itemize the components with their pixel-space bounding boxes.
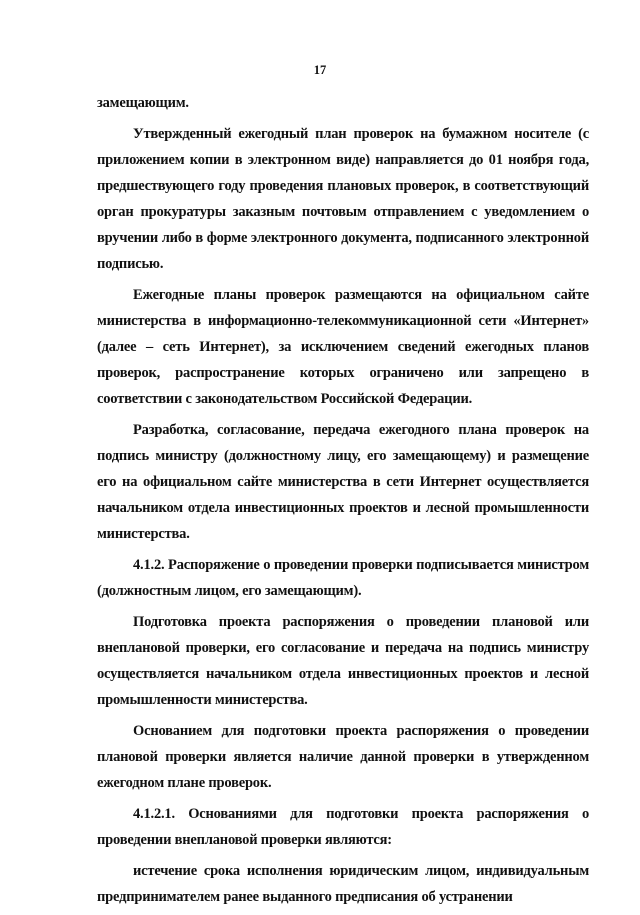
paragraph-clause-4-1-2: 4.1.2. Распоряжение о проведении проверки подписывается министром (должностным лицом, его замещающим). bbox=[97, 557, 589, 599]
paragraph-plan-publication: Ежегодные планы проверок размещаются на официальном сайте министерства в информационно-телекоммуникационной сети «Интернет» (далее – сеть Интернет), за исключением сведений ежегодных планов проверок, распространение которых ограничено или запрещено в соответствии с законодательством Российской Федерации. bbox=[97, 287, 589, 407]
document-body bbox=[97, 90, 589, 915]
paragraph-plan-responsibility: Разработка, согласование, передача ежегодного плана проверок на подпись министру (должностному лицу, его замещающему) и размещение его на официальном сайте министерства в сети Интернет осуществляется начальником отдела инвестиционных проектов и лесной промышленности министерства. bbox=[97, 422, 589, 542]
paragraph-plan-submission: Утвержденный ежегодный план проверок на бумажном носителе (с приложением копии в электронном виде) направляется до 01 ноября года, предшествующего году проведения плановых проверок, в соответствующий орган прокуратуры заказным почтовым отправлением с уведомлением о вручении либо в форме электронного документа, подписанного электронной подписью. bbox=[97, 126, 589, 272]
paragraph-continuation: замещающим. bbox=[97, 95, 189, 111]
paragraph-planned-basis: Основанием для подготовки проекта распоряжения о проведении плановой проверки является наличие данной проверки в утвержденном ежегодном плане проверок. bbox=[97, 723, 589, 791]
paragraph-clause-4-1-2-1: 4.1.2.1. Основаниями для подготовки проекта распоряжения о проведении внеплановой проверки являются: bbox=[97, 806, 589, 848]
page-number: 17 bbox=[313, 63, 327, 77]
paragraph-deadline-expiry: истечение срока исполнения юридическим лицом, индивидуальным предпринимателем ранее выданного предписания об устранении bbox=[97, 863, 589, 905]
paragraph-order-preparation: Подготовка проекта распоряжения о проведении плановой или внеплановой проверки, его согласование и передача на подпись министру осуществляется начальником отдела инвестиционных проектов и лесной промышленности министерства. bbox=[97, 614, 589, 708]
